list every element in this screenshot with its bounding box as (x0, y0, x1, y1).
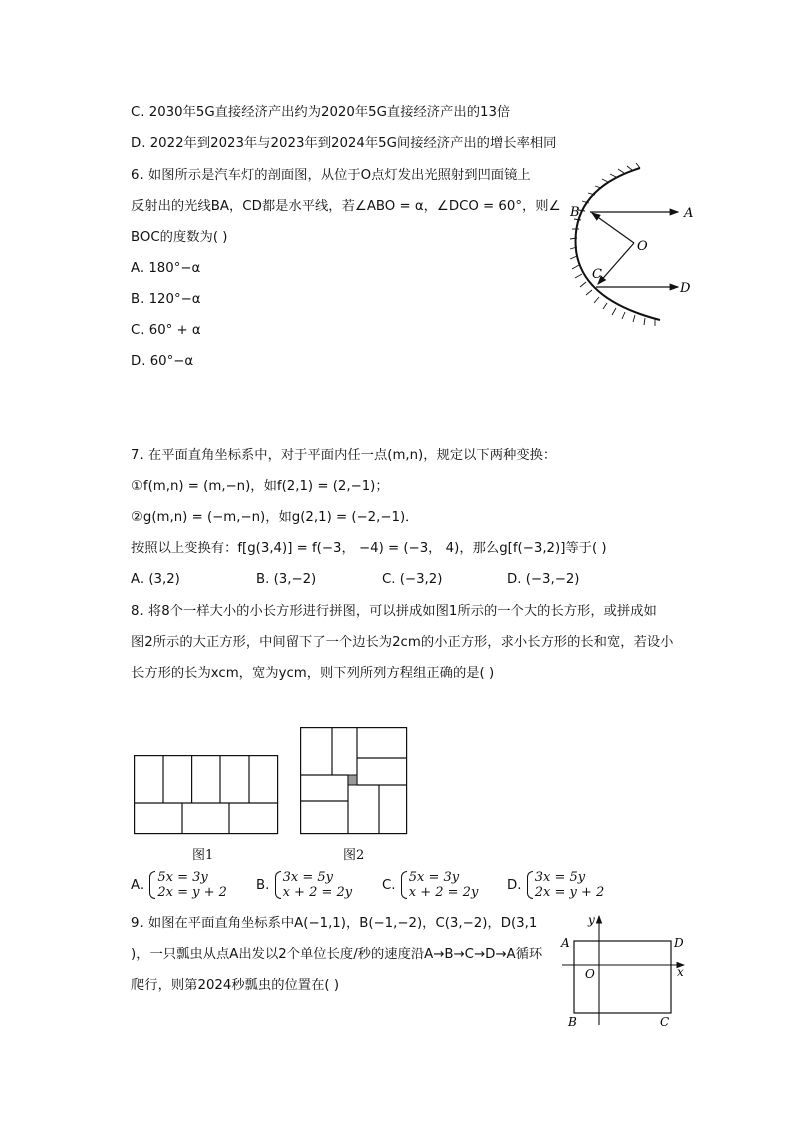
q8-stem-line2: 图2所示的大正方形，中间留下了一个边长为2cm的小正方形，求小长方形的长和宽，若设小 (131, 635, 674, 650)
label-y: y (588, 913, 595, 927)
q7-rule-g: ②g(m,n) = (−m,−n)，如g(2,1) = (−2,−1)． (131, 510, 419, 525)
q9-stem-line2: )，一只瓢虫从点A出发以2个单位长度/秒的速度沿A→B→C→D→A循环 (131, 947, 543, 962)
center-small-square (348, 775, 357, 785)
q9-coordinate-figure (556, 910, 696, 1030)
label-x: x (677, 965, 684, 979)
q8-option-a: A. 5x = 3y 2x = y + 2 (131, 870, 227, 900)
q7-option-b: B. (3,−2) (256, 572, 317, 587)
q8-figure2-caption: 图2 (343, 848, 365, 863)
q8-option-d: D. 3x = 5y 2x = y + 2 (507, 870, 605, 900)
label-o: O (585, 967, 595, 981)
equation-system: 3x = 5y 2x = y + 2 (526, 870, 605, 900)
ray-oc (598, 243, 634, 284)
label-c: C (660, 1015, 670, 1029)
label-d: D (674, 936, 684, 950)
q7-example: 按照以上变换有：f[g(3,4)] = f(−3， −4) = (−3， 4)，那么g[f(−3,2)]等于( ) (131, 541, 607, 556)
q8-stem-line1: 8. 将8个一样大小的小长方形进行拼图，可以拼成如图1所示的一个大的长方形，或拼成如 (131, 604, 657, 619)
q8-stem-line3: 长方形的长为xcm，宽为ycm，则下列所列方程组正确的是( ) (131, 666, 495, 681)
label-c: C (592, 267, 602, 282)
label-o: O (637, 239, 648, 254)
q6-stem-line3: BOC的度数为( ) (131, 230, 228, 245)
q9-stem-line1: 9. 如图在平面直角坐标系中A(−1,1)，B(−1,−2)，C(3,−2)，D(3,1 (131, 916, 538, 931)
q5-option-d: D. 2022年到2023年与2023年到2024年5G间接经济产出的增长率相同 (131, 136, 557, 151)
q6-option-d: D. 60°−α (131, 354, 194, 369)
q9-stem-line3: 爬行，则第2024秒瓢虫的位置在( ) (131, 978, 340, 993)
q8-figure1-caption: 图1 (192, 848, 214, 863)
q7-stem-line1: 7. 在平面直角坐标系中，对于平面内任一点(m,n)，规定以下两种变换： (131, 448, 557, 463)
q6-stem-line1: 6. 如图所示是汽车灯的剖面图，从位于O点灯发出光照射到凹面镜上 (131, 168, 531, 183)
q7-option-a: A. (3,2) (131, 572, 180, 587)
q7-option-d: D. (−3,−2) (507, 572, 580, 587)
q8-figure1 (134, 755, 280, 837)
q6-mirror-figure (560, 160, 710, 330)
q8-option-c: C. 5x = 3y x + 2 = 2y (382, 870, 479, 900)
q6-option-c: C. 60° + α (131, 323, 201, 338)
q7-rule-f: ①f(m,n) = (m,−n)，如f(2,1) = (2,−1)； (131, 479, 389, 494)
equation-system: 3x = 5y x + 2 = 2y (274, 870, 353, 900)
q6-stem-line2: 反射出的光线BA，CD都是水平线，若∠ABO = α，∠DCO = 60°，则∠ (131, 199, 561, 214)
label-b: B (568, 1015, 577, 1029)
label-b: B (570, 205, 580, 220)
q6-option-b: B. 120°−α (131, 292, 201, 307)
label-d: D (680, 281, 691, 296)
q8-option-b: B. 3x = 5y x + 2 = 2y (256, 870, 353, 900)
q7-option-c: C. (−3,2) (382, 572, 443, 587)
ray-ob (592, 213, 634, 243)
q6-option-a: A. 180°−α (131, 261, 201, 276)
q5-option-c: C. 2030年5G直接经济产出约为2020年5G直接经济产出的13倍 (131, 105, 511, 120)
label-a: A (561, 936, 570, 950)
q8-figure2 (300, 727, 410, 837)
label-a: A (684, 206, 694, 221)
equation-system: 5x = 3y x + 2 = 2y (400, 870, 479, 900)
equation-system: 5x = 3y 2x = y + 2 (148, 870, 227, 900)
